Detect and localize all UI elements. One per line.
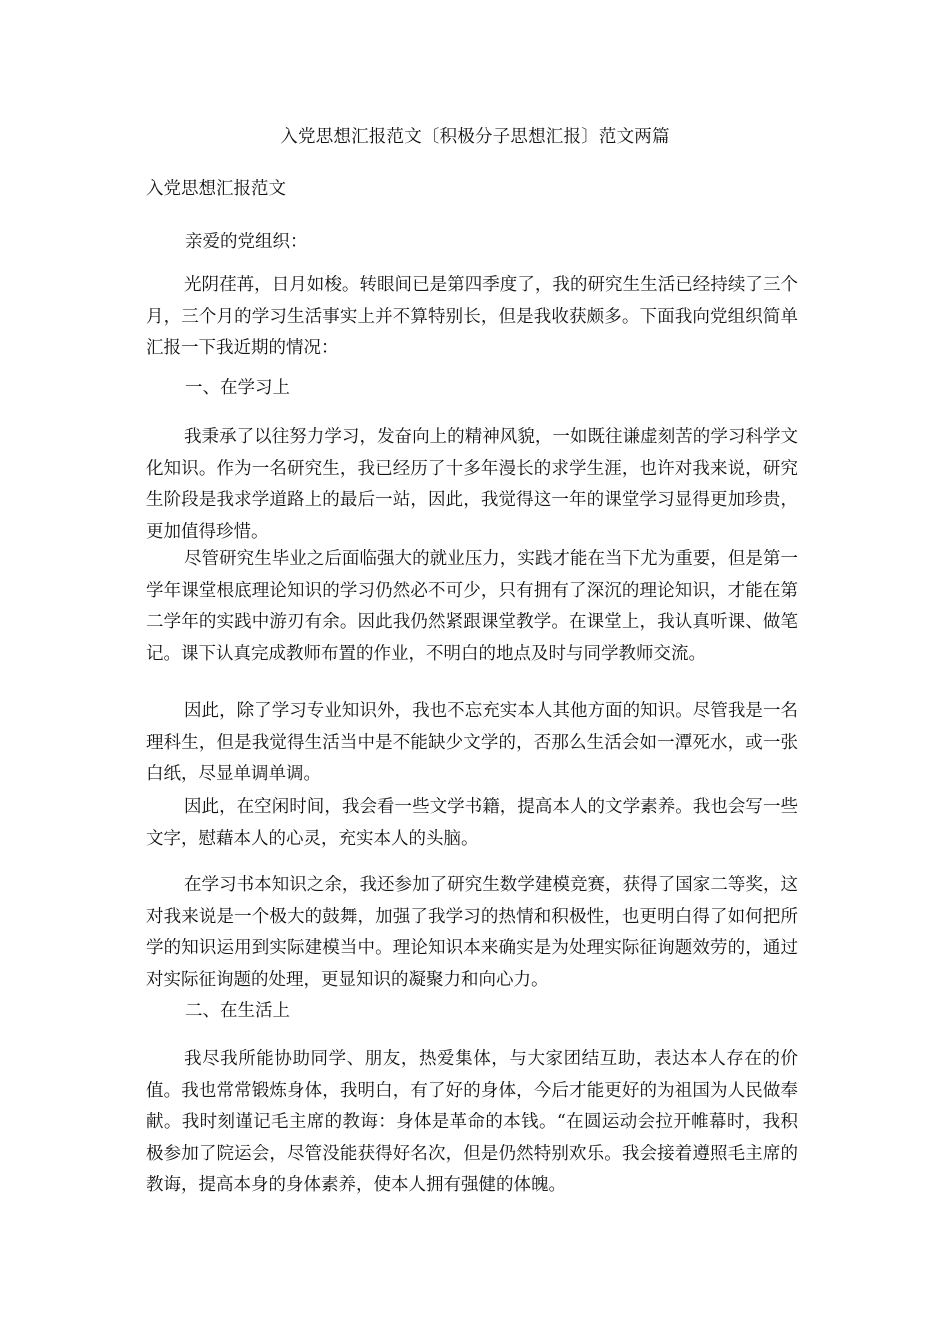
document-subtitle: 入党思想汇报范文 <box>146 179 286 199</box>
paragraph-study-4: 因此，在空闲时间，我会看一些文学书籍，提高本人的文学素养。我也会写一些文字，慰藉本人的心灵，充实本人的头脑。 <box>146 797 798 849</box>
paragraph-study-5: 在学习书本知识之余，我还参加了研究生数学建模竞赛，获得了国家二等奖，这对我来说是一个极大的鼓舞，加强了我学习的热情和积极性，也更明白得了如何把所学的知识运用到实际建模当中。理论知识本来确实是为处理实际征询题效劳的，通过对实际征询题的处理，更显知识的凝聚力和向心力。 <box>146 875 798 990</box>
paragraph-life-1: 我尽我所能协助同学、朋友，热爱集体，与大家团结互助，表达本人存在的价值。我也常常锻炼身体，我明白，有了好的身体，今后才能更好的为祖国为人民做奉献。我时刻谨记毛主席的教诲：身体是革命的本钱。“在圆运动会拉开帷幕时，我积极参加了院运会，尽管没能获得好名次，但是仍然特别欢乐。我会接着遵照毛主席的教诲，提高本身的身体素养，使本人拥有强健的体魄。 <box>146 1049 798 1195</box>
paragraph-study-2: 尽管研究生毕业之后面临强大的就业压力，实践才能在当下尤为重要，但是第一学年课堂根底理论知识的学习仍然必不可少，只有拥有了深沉的理论知识，才能在第二学年的实践中游刃有余。因此我仍然紧跟课堂教学。在课堂上，我认真听课、做笔记。课下认真完成教师布置的作业，不明白的地点及时与同学教师交流。 <box>146 549 798 664</box>
section-heading-study: 一、在学习上 <box>185 378 290 398</box>
paragraph-study-3: 因此，除了学习专业知识外，我也不忘充实本人其他方面的知识。尽管我是一名理科生，但是我觉得生活当中是不能缺少文学的，否那么生活会如一潭死水，或一张白纸，尽显单调单调。 <box>146 701 798 784</box>
section-heading-life: 二、在生活上 <box>185 1001 290 1021</box>
salutation: 亲爱的党组织： <box>185 232 308 252</box>
paragraph-intro: 光阴荏苒，日月如梭。转眼间已是第四季度了，我的研究生生活已经持续了三个月，三个月的学习生活事实上并不算特别长，但是我收获颇多。下面我向党组织简单汇报一下我近期的情况： <box>146 275 798 358</box>
document-title: 入党思想汇报范文〔积极分子思想汇报〕范文两篇 <box>280 127 670 147</box>
paragraph-study-1: 我秉承了以往努力学习，发奋向上的精神风貌，一如既往谦虚刻苦的学习科学文化知识。作为一名研究生，我已经历了十多年漫长的求学生涯，也许对我来说，研究生阶段是我求学道路上的最后一站，因此，我觉得这一年的课堂学习显得更加珍贵，更加值得珍惜。 <box>146 427 798 542</box>
